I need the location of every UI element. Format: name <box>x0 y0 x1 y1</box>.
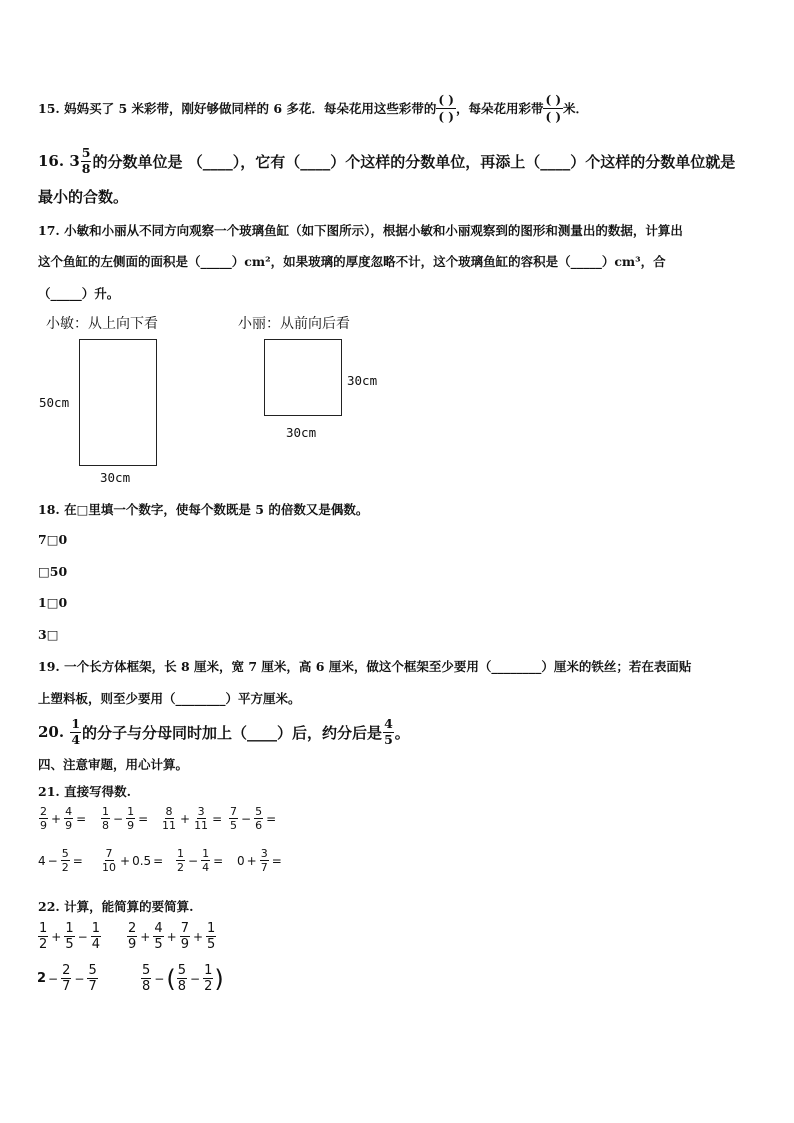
q20-fraction: $\frac{1}{4}$ <box>71 716 81 747</box>
q19-line1: 一个长方体框架，长 8 厘米，宽 7 厘米，高 6 厘米，做这个框架至少要用（________）厘米的铁丝；若在表面贴 <box>64 659 692 674</box>
q21-r1-expr-4: $\frac{7}{5}$ − $\frac{5}{6}$ = <box>230 805 277 832</box>
q21-r2-expr-4: 0 + $\frac{3}{7}$ = <box>237 847 282 874</box>
q18-number: 18. <box>38 502 60 517</box>
xiaomin-top-view-rectangle <box>79 339 157 466</box>
section-4-title: 四、注意审题，用心计算。 <box>38 757 189 772</box>
q22-number: 22. <box>38 899 60 914</box>
q21-r2-expr-3: $\frac{1}{2}$ − $\frac{1}{4}$ = <box>177 847 224 874</box>
q16-line1: 的分数单位是 （____），它有（____）个这样的分数单位，再添上（____）个这样的分数单位就是 <box>92 152 736 171</box>
q15-text-b: ，每朵花用彩带 <box>455 101 544 116</box>
q17-line3: （_____）升。 <box>38 286 120 301</box>
q16-fraction: $\frac{5}{8}$ <box>81 145 91 176</box>
question-22 <box>38 897 193 915</box>
q20-result-fraction: $\frac{4}{5}$ <box>384 716 393 747</box>
xiaoli-front-view-rectangle <box>264 339 342 416</box>
question-15 <box>38 93 588 123</box>
question-19 <box>38 657 691 675</box>
q16-mixed-whole: 3 <box>69 152 80 170</box>
q22-expr-4: $\frac{5}{8}$ − ( $\frac{5}{8}$ − $\frac{1}{2}$ ) <box>142 963 224 994</box>
xiaomin-height-label: 50cm <box>39 395 70 410</box>
q21-r1-expr-2: $\frac{1}{8}$ − $\frac{1}{9}$ = <box>102 805 149 832</box>
q15-number: 15. <box>38 100 60 116</box>
question-16 <box>38 146 735 176</box>
q22-expr-3: 2 − $\frac{2}{7}$ − $\frac{5}{7}$ <box>37 963 97 994</box>
q17-number: 17. <box>38 223 60 238</box>
q16-line2: 最小的合数。 <box>38 188 129 206</box>
q22-expr-2: $\frac{2}{9}$ + $\frac{4}{5}$ + $\frac{7}{9}$ + $\frac{1}{5}$ <box>128 921 216 952</box>
q21-r2-expr-2: $\frac{7}{10}$ + 0.5 = <box>102 847 164 874</box>
xiaomin-width-label: 30cm <box>100 470 131 485</box>
q18-item-4: 3□ <box>38 627 59 642</box>
q15-text-a: 妈妈买了 5 米彩带，刚好够做同样的 6 多花．每朵花用这些彩带的 <box>64 101 437 116</box>
q15-text-c: 米． <box>563 101 589 116</box>
q21-title: 直接写得数. <box>64 784 131 799</box>
q18-text: 在□里填一个数字，使每个数既是 5 的倍数又是偶数。 <box>64 502 369 517</box>
q21-r2-expr-1: 4 − $\frac{5}{2}$ = <box>38 847 83 874</box>
q17-line2: 这个鱼缸的左侧面的面积是（_____）cm²，如果玻璃的厚度忽略不计，这个玻璃鱼缸的容积是（_____）cm³，合 <box>38 254 666 269</box>
q22-expr-1: $\frac{1}{2}$ + $\frac{1}{5}$ − $\frac{1}{4}$ <box>39 921 100 952</box>
q17-line1: 小敏和小丽从不同方向观察一个玻璃鱼缸（如下图所示），根据小敏和小丽观察到的图形和测量出的数据，计算出 <box>64 223 683 238</box>
q21-r1-expr-3: $\frac{8}{11}$ + $\frac{3}{11}$ = <box>162 805 223 832</box>
q20-end: 。 <box>394 723 410 742</box>
question-18 <box>38 500 368 518</box>
q20-number: 20. <box>38 723 65 741</box>
q15-fraction-blank-2: ( ) ( ) <box>545 92 562 124</box>
q21-r1-expr-1: $\frac{2}{9}$ + $\frac{4}{9}$ = <box>40 805 87 832</box>
q19-line2: 上塑料板，则至少要用（________）平方厘米。 <box>38 691 301 706</box>
xiaoli-title: 小丽：从前向后看 <box>238 316 350 332</box>
q20-text: 的分子与分母同时加上（____）后，约分后是 <box>82 723 383 742</box>
question-21 <box>38 782 131 800</box>
q19-number: 19. <box>38 659 60 674</box>
question-17 <box>38 221 683 239</box>
q22-title: 计算，能简算的要简算. <box>64 899 194 914</box>
xiaoli-width-label: 30cm <box>286 425 317 440</box>
xiaomin-title: 小敏：从上向下看 <box>46 316 158 332</box>
question-20 <box>38 715 410 749</box>
q16-number: 16. <box>38 152 65 170</box>
q15-fraction-blank-1: ( ) ( ) <box>438 92 454 124</box>
q18-item-2: □50 <box>38 564 68 579</box>
q18-item-1: 7□0 <box>38 532 68 547</box>
xiaoli-height-label: 30cm <box>347 373 378 388</box>
q21-number: 21. <box>38 784 60 799</box>
q18-item-3: 1□0 <box>38 595 68 610</box>
